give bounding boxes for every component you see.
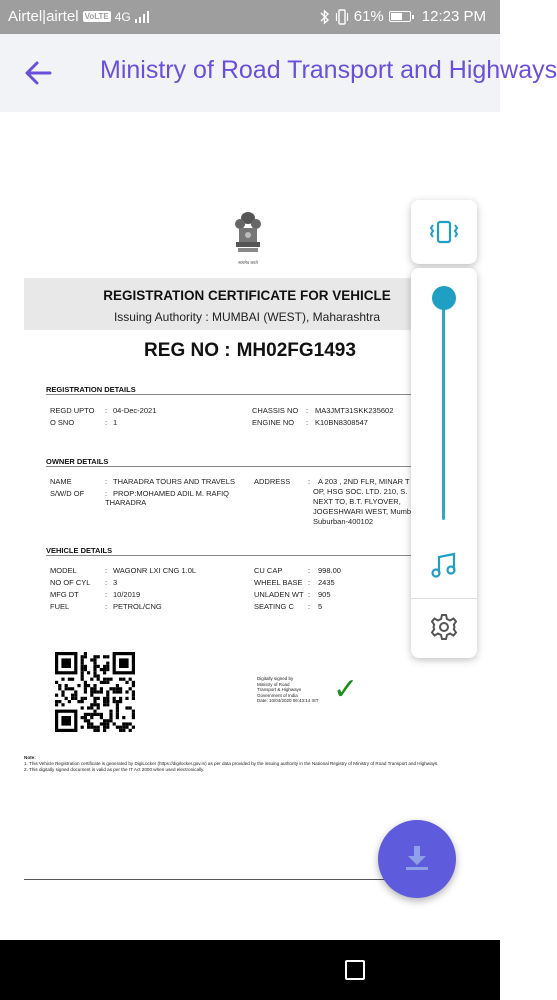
model-value: WAGONR LXI CNG 1.0L — [113, 566, 197, 575]
field-label: UNLADEN WT — [254, 590, 304, 599]
signature-line: Digitally signed by — [257, 676, 294, 681]
vibrate-mode-icon — [411, 200, 477, 264]
volume-panel — [411, 268, 477, 658]
battery-percent: 61% — [353, 8, 384, 25]
swd-value-line1: PROP:MOHAMED ADIL M. RAFIQ — [113, 489, 229, 498]
field-label: SEATING C — [254, 602, 294, 611]
volume-slider-track[interactable] — [442, 298, 445, 520]
field-label: MFG DT — [50, 590, 79, 599]
recent-apps-icon[interactable] — [345, 960, 365, 980]
note-text: 1. This Vehicle Registration certificate is generated by DigiLocker (https://digilocker.gov.in) as per data provided by the issuing authority in the National Registry of Ministry of Road Transport and Highways. — [24, 761, 439, 766]
panel-divider — [411, 598, 477, 599]
checkmark-icon: ✓ — [333, 673, 359, 706]
national-emblem — [224, 210, 272, 268]
arrow-left-icon — [20, 56, 56, 90]
volume-slider-thumb[interactable] — [432, 286, 456, 310]
certificate-notes — [24, 755, 479, 773]
field-label: MODEL — [50, 566, 77, 575]
back-button[interactable] — [20, 56, 56, 90]
battery-icon — [389, 11, 411, 22]
mfg-value: 10/2019 — [113, 590, 141, 599]
signal-icon — [135, 11, 151, 23]
page-title: Ministry of Road Transport and Highways — [100, 56, 557, 84]
vibrate-icon — [335, 9, 349, 25]
o-sno-value: 1 — [113, 418, 118, 427]
field-label: CU CAP — [254, 566, 283, 575]
reg-no-value: MH02FG1493 — [236, 340, 356, 361]
reg-no-label: REG NO : — [144, 340, 231, 361]
field-label: NAME — [50, 477, 72, 486]
navigation-bar — [0, 940, 500, 1000]
field-label: O SNO — [50, 418, 75, 427]
registration-details-heading: REGISTRATION DETAILS — [46, 385, 136, 394]
section-divider — [46, 394, 426, 395]
field-label: NO OF CYL — [50, 578, 91, 587]
music-note-icon — [429, 551, 459, 581]
status-bar — [0, 0, 500, 34]
qr-code-icon — [55, 652, 135, 732]
certificate-document: सत्यमेव जयते REGISTRATION CERTIFICATE FOR VEHICLE Issuing Authority : MUMBAI (WEST), Maharashtra REG NO : MH02FG1493 REGISTRATION DETAILS REGD UPTO : 04-Dec-2021 O SNO : 1 CHASSIS NO : MA3JMT31SKK235602 ENGINE NO : K10BN8308547 OWNER DETAILS NAME : THARADRA TOURS AND TRAVELS S/W/D OF : PROP:MOHAMED ADIL M. RAFIQ THARADRA ADDRESS : A 203 , 2ND FLR, MINAR T OP, HSG SOC. LTD. 210, S. NEXT TO, B.T. FLYOVER, JOGESHWARI WEST, Mumb Suburban-400102 VEHICLE DETAILS MODEL : WAGONR LXI CNG 1.0L NO OF CYL : 3 MFG DT : 10/2019 FUEL : PETROL/CNG CU CAP : 998.00 WHEEL BASE : 2435 UNLADEN WT : 905 SEATING C : 5 Digitally signed by Ministry of Road Transport & Highways Government of India Date: 10/04/2020 06:43:14 IST ✓ Note: 1. This Vehicle Registration certificate is generated by DigiLocker (https://digilocker.gov.in) as per data provided by the issuing authority in the National Registry of Ministry of Road Transport and Highways. 2. This digitally signed document is valid as per the IT Act 2000 when used electronically. — [0, 112, 500, 940]
app-bar — [0, 34, 557, 112]
address-line: A 203 , 2ND FLR, MINAR T — [318, 477, 410, 486]
volte-badge: VoLTE — [84, 12, 109, 21]
owner-name-value: THARADRA TOURS AND TRAVELS — [113, 477, 235, 486]
gear-icon[interactable] — [429, 612, 459, 642]
fuel-value: PETROL/CNG — [113, 602, 162, 611]
field-label: S/W/D OF — [50, 489, 85, 498]
section-divider — [46, 555, 426, 556]
emblem-caption: सत्यमेव जयते — [238, 260, 258, 265]
section-divider — [46, 466, 426, 467]
field-label: REGD UPTO — [50, 406, 95, 415]
engine-value: K10BN8308547 — [315, 418, 368, 427]
note-label: Note: — [24, 755, 36, 760]
seating-value: 5 — [318, 602, 323, 611]
issuing-authority: Issuing Authority : MUMBAI (WEST), Maharashtra — [113, 310, 381, 324]
signature-line: Ministry of Road — [257, 681, 290, 687]
download-icon — [403, 844, 431, 872]
document-divider — [24, 879, 434, 880]
download-button[interactable] — [378, 820, 456, 898]
field-label: ADDRESS — [254, 477, 291, 486]
digital-signature — [255, 672, 367, 716]
regd-upto-value: 04-Dec-2021 — [113, 406, 157, 415]
bluetooth-icon — [320, 9, 330, 25]
note-text: 2. This digitally signed document is valid as per the IT Act 2000 when used electronically. — [24, 767, 205, 772]
ringer-mode-button[interactable] — [411, 200, 477, 264]
address-line: Suburban-400102 — [313, 517, 374, 526]
signature-line: Transport & Highways — [257, 687, 302, 692]
cyl-value: 3 — [113, 578, 118, 587]
certificate-title: REGISTRATION CERTIFICATE FOR VEHICLE — [103, 288, 391, 303]
qr-code — [55, 652, 135, 732]
address-line: NEXT TO, B.T. FLYOVER, — [313, 497, 401, 506]
wheelbase-value: 2435 — [318, 578, 335, 587]
vehicle-details-heading: VEHICLE DETAILS — [46, 546, 113, 555]
field-label: CHASSIS NO — [252, 406, 299, 415]
chassis-value: MA3JMT31SKK235602 — [315, 406, 394, 415]
field-label: ENGINE NO — [252, 418, 295, 427]
address-line: OP, HSG SOC. LTD. 210, S. — [313, 487, 408, 496]
signature-line: Government of India — [257, 692, 298, 698]
emblem-icon — [233, 210, 263, 254]
field-label: FUEL — [50, 602, 70, 611]
owner-details-heading: OWNER DETAILS — [46, 457, 109, 466]
swd-value-line2: THARADRA — [105, 498, 147, 507]
certificate-header — [24, 278, 470, 330]
network-type: 4G — [114, 9, 131, 24]
clock: 12:23 PM — [421, 8, 486, 25]
field-label: WHEEL BASE — [254, 578, 303, 587]
signature-line: Date: 10/04/2020 06:43:14 IST — [257, 698, 319, 703]
unladen-value: 905 — [318, 590, 331, 599]
cucap-value: 998.00 — [318, 566, 341, 575]
carrier-name: Airtel|airtel — [8, 8, 79, 25]
address-line: JOGESHWARI WEST, Mumb — [313, 507, 412, 516]
